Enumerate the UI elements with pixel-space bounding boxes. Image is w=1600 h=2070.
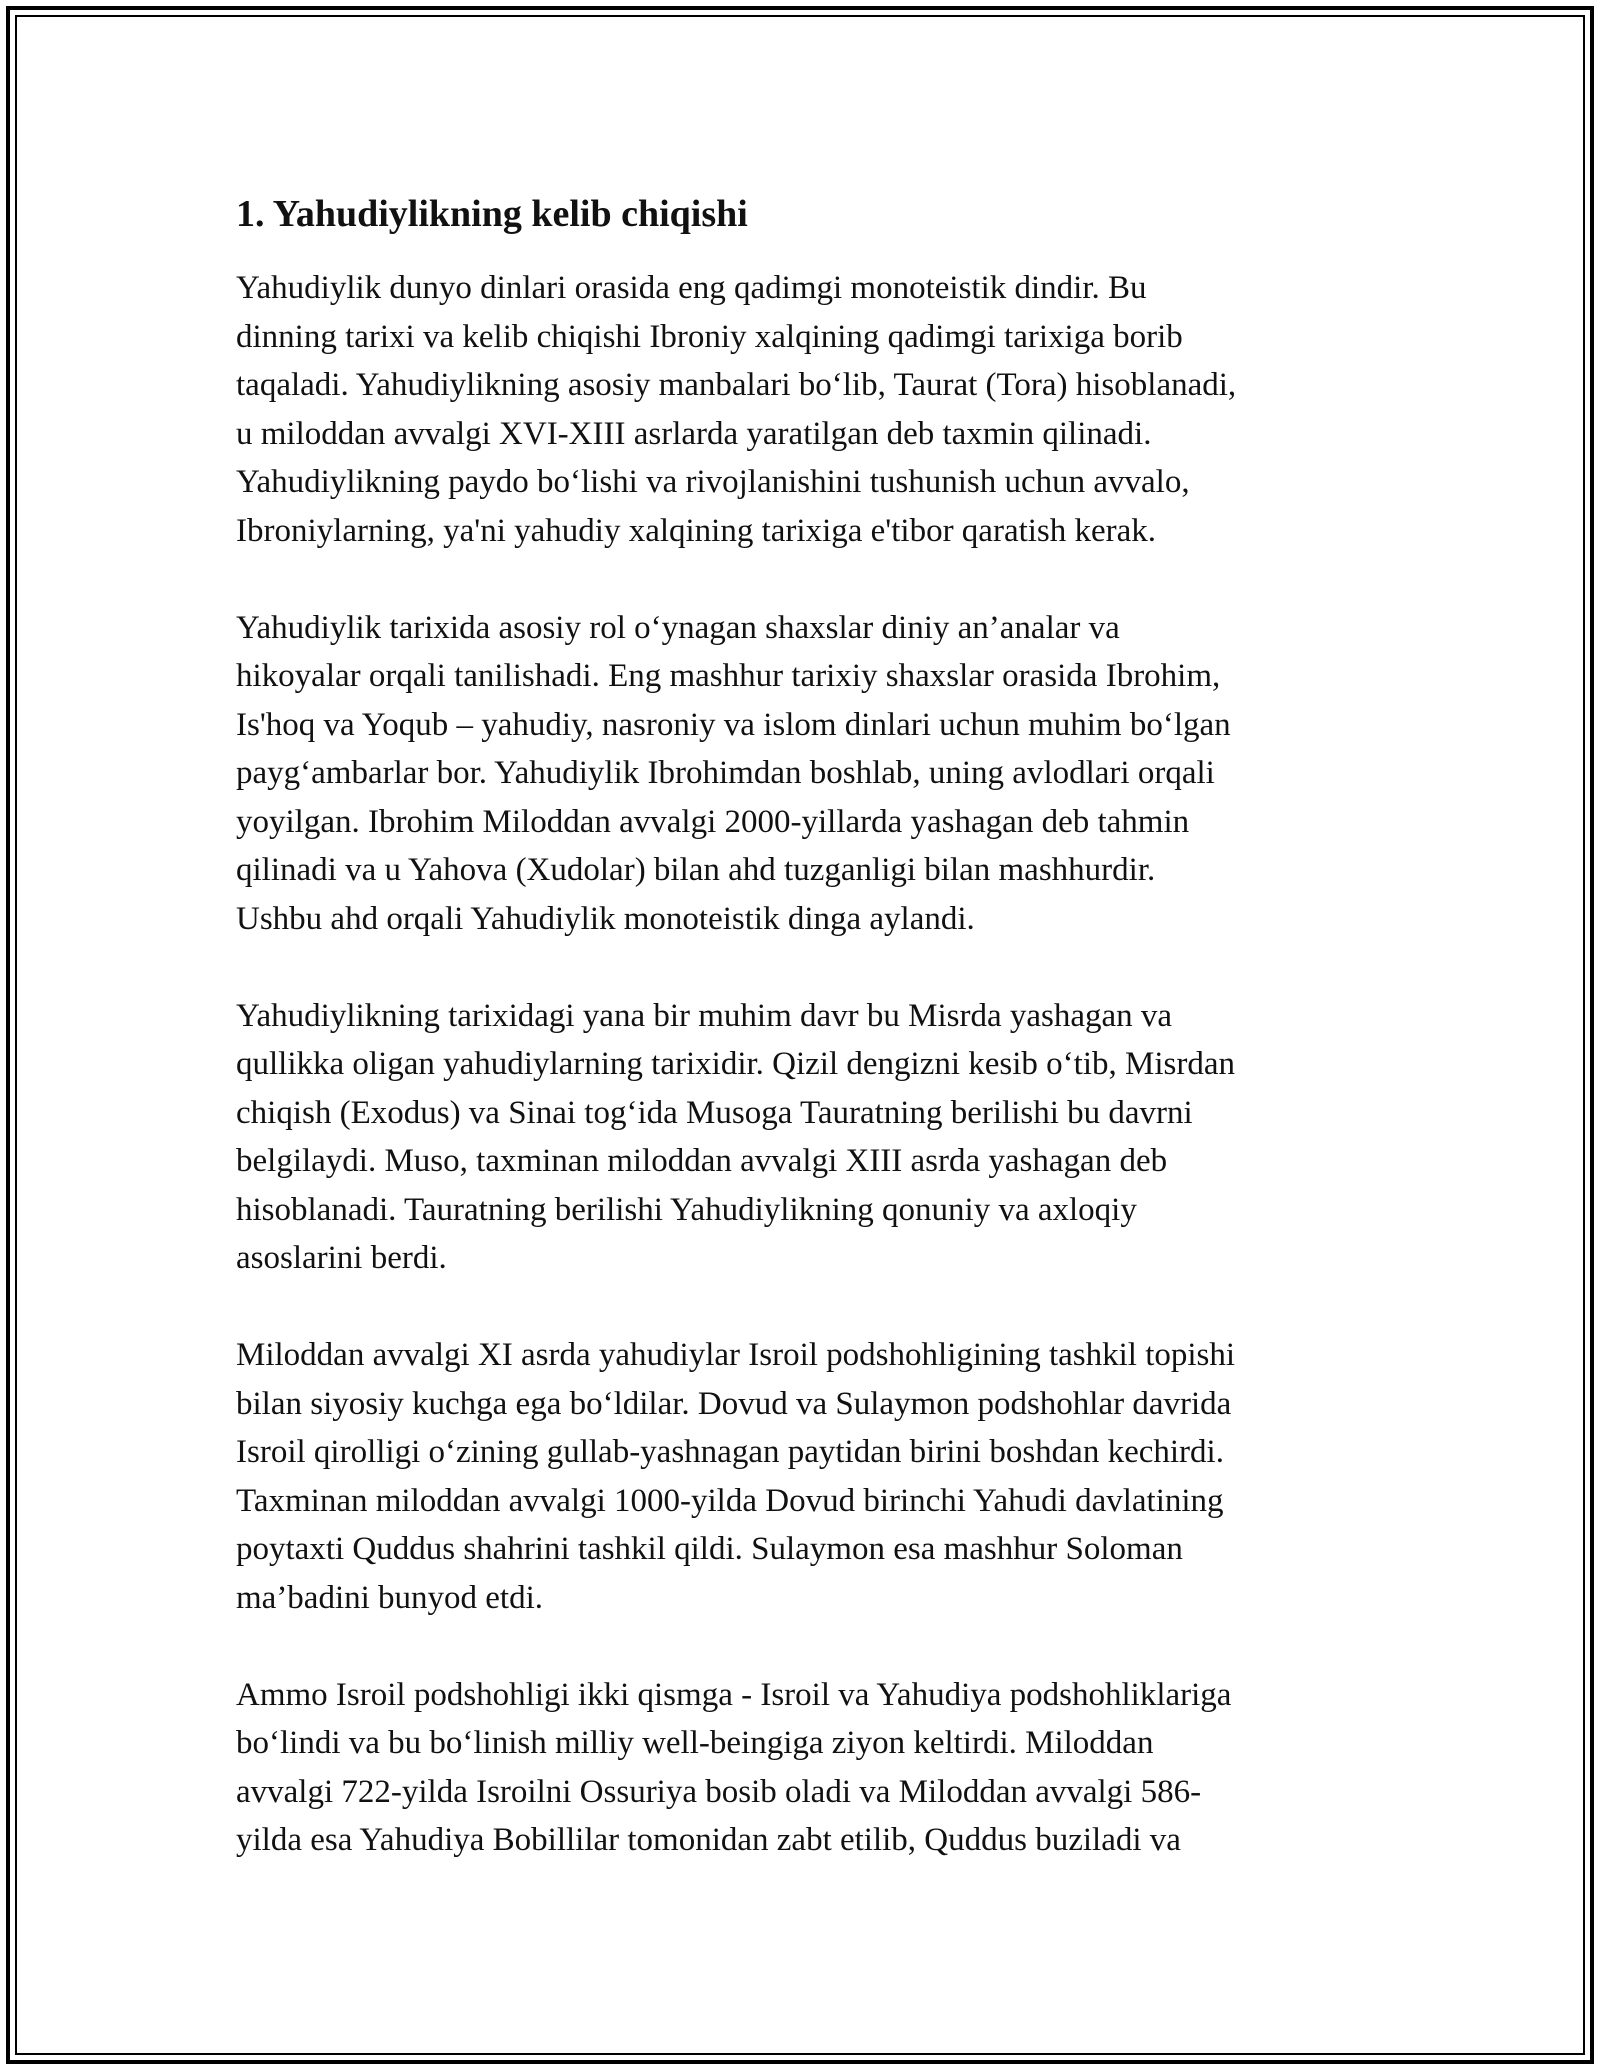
text-line: Isroil qirolligi o‘zining gullab-yashnagan paytidan birini boshdan kechirdi. xyxy=(236,1434,1224,1470)
text-line: Yahudiylik dunyo dinlari orasida eng qadimgi monoteistik dindir. Bu xyxy=(236,270,1147,306)
text-line: hikoyalar orqali tanilishadi. Eng mashhur tarixiy shaxslar orasida Ibrohim, xyxy=(236,658,1221,694)
text-line: u miloddan avvalgi XVI-XIII asrlarda yaratilgan deb taxmin qilinadi. xyxy=(236,415,1152,452)
text-line: Miloddan avvalgi XI asrda yahudiylar Isroil podshohligining tashkil topishi xyxy=(236,1337,1236,1373)
text-line: payg‘ambarlar bor. Yahudiylik Ibrohimdan boshlab, uning avlodlari orqali xyxy=(236,755,1215,791)
section-heading: 1. Yahudiylikning kelib chiqishi xyxy=(236,193,748,235)
text-line: bo‘lindi va bu bo‘linish milliy well-beingiga ziyon keltirdi. Miloddan xyxy=(236,1725,1154,1761)
text-line: taqaladi. Yahudiylikning asosiy manbalari bo‘lib, Taurat (Tora) hisoblanadi, xyxy=(236,367,1237,403)
text-line: ma’badini bunyod etdi. xyxy=(236,1579,544,1616)
text-line: Taxminan miloddan avvalgi 1000-yilda Dovud birinchi Yahudi davlatining xyxy=(236,1482,1224,1519)
text-line: dinning tarixi va kelib chiqishi Ibroniy xalqining qadimgi tarixiga borib xyxy=(236,318,1183,355)
text-line: bilan siyosiy kuchga ega bo‘ldilar. Dovud va Sulaymon podshohlar davrida xyxy=(236,1385,1232,1422)
text-line: belgilaydi. Muso, taxminan miloddan avvalgi XIII asrda yashagan deb xyxy=(236,1143,1168,1179)
text-line: avvalgi 722-yilda Isroilni Ossuriya bosib oladi va Miloddan avvalgi 586- xyxy=(236,1773,1202,1810)
paragraph-1 xyxy=(236,264,1366,555)
text-line: Ibroniylarning, ya'ni yahudiy xalqining tarixiga e'tibor qaratish kerak. xyxy=(236,512,1157,549)
text-line: Yahudiylikning tarixidagi yana bir muhim davr bu Misrda yashagan va xyxy=(236,997,1173,1034)
text-line: Ammo Isroil podshohligi ikki qismga - Isroil va Yahudiya podshohliklariga xyxy=(236,1676,1232,1713)
text-line: qullikka oligan yahudiylarning tarixidir. Qizil dengizni kesib o‘tib, Misrdan xyxy=(236,1046,1235,1082)
text-line: Yahudiylikning paydo bo‘lishi va rivojlanishini tushunish uchun avvalo, xyxy=(236,464,1190,500)
text-line: hisoblanadi. Tauratning berilishi Yahudiylikning qonuniy va axloqiy xyxy=(236,1191,1137,1228)
text-line: chiqish (Exodus) va Sinai tog‘ida Musoga Tauratning berilishi bu davrni xyxy=(236,1094,1193,1131)
text-line: yoyilgan. Ibrohim Miloddan avvalgi 2000-yillarda yashagan deb tahmin xyxy=(236,803,1190,840)
paragraph-3 xyxy=(236,992,1366,1283)
paragraph-2 xyxy=(236,604,1366,944)
text-line: poytaxti Quddus shahrini tashkil qildi. Sulaymon esa mashhur Soloman xyxy=(236,1531,1183,1567)
text-line: qilinadi va u Yahova (Xudolar) bilan ahd tuzganligi bilan mashhurdir. xyxy=(236,852,1156,888)
text-line: Yahudiylik tarixida asosiy rol o‘ynagan shaxslar diniy an’analar va xyxy=(236,609,1120,646)
document-body xyxy=(236,186,1366,1913)
text-line: yilda esa Yahudiya Bobillilar tomonidan zabt etilib, Quddus buziladi va xyxy=(236,1822,1181,1858)
text-line: Is'hoq va Yoqub – yahudiy, nasroniy va islom dinlari uchun muhim bo‘lgan xyxy=(236,706,1231,743)
paragraph-4 xyxy=(236,1331,1366,1622)
text-line: asoslarini berdi. xyxy=(236,1240,447,1276)
paragraph-5 xyxy=(236,1671,1366,1865)
text-line: Ushbu ahd orqali Yahudiylik monoteistik dinga aylandi. xyxy=(236,900,975,937)
